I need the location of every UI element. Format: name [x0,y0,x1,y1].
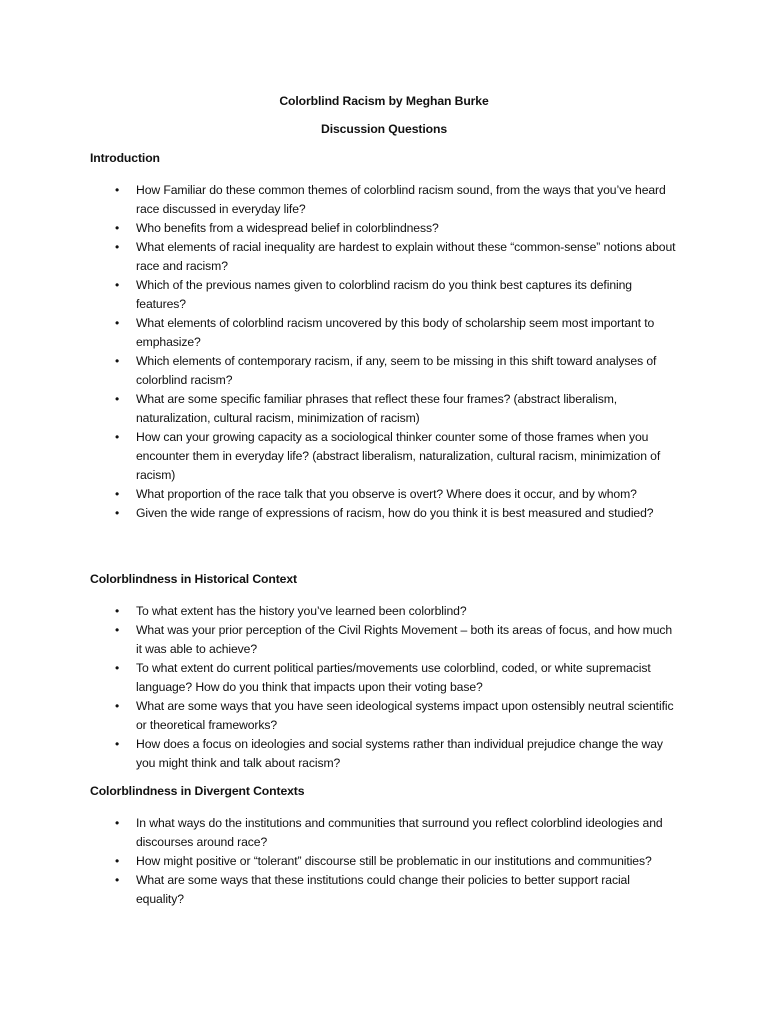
section-heading-introduction: Introduction [90,151,160,165]
bullet: • [115,506,120,520]
list-item [0,238,768,276]
list-item [0,852,768,871]
list-item [0,735,768,773]
bullet: • [115,221,120,235]
question-text: How might positive or “tolerant” discourse still be problematic in our institutions and communities? [136,854,652,868]
question-text: What are some specific familiar phrases that reflect these four frames? (abstract liberalism, naturalization, cultural racism, minimization of racism) [136,392,618,425]
bullet: • [115,316,120,330]
question-text: How does a focus on ideologies and social systems rather than individual prejudice change the way you might think and talk about racism? [136,737,663,770]
bullet: • [115,873,120,887]
bullet: • [115,392,120,406]
question-text: In what ways do the institutions and communities that surround you reflect colorblind ideologies and discourses around race? [136,816,663,849]
list-item [0,181,768,219]
list-item [0,485,768,504]
bullet: • [115,183,120,197]
list-item [0,219,768,238]
bullet: • [115,623,120,637]
bullet: • [115,354,120,368]
list-item [0,314,768,352]
list-item [0,428,768,485]
list-item [0,276,768,314]
list-item [0,697,768,735]
bullet: • [115,430,120,444]
section-heading-historical-context: Colorblindness in Historical Context [90,572,297,586]
question-text: What was your prior perception of the Civil Rights Movement – both its areas of focus, and how much it was able to achieve? [136,623,673,656]
question-list-historical-context [0,602,768,773]
document-title: Colorblind Racism by Meghan Burke [279,94,489,108]
question-text: How Familiar do these common themes of colorblind racism sound, from the ways that you’ve heard race discussed in everyday life? [136,183,666,216]
bullet: • [115,737,120,751]
question-text: What are some ways that these institutions could change their policies to better support racial equality? [136,873,630,906]
list-item [0,352,768,390]
question-text: How can your growing capacity as a sociological thinker counter some of those frames when you encounter them in everyday life? (abstract liberalism, naturalization, cultural racism, minimization of racism) [136,430,661,482]
document-subtitle: Discussion Questions [321,122,447,136]
question-text: What are some ways that you have seen ideological systems impact upon ostensibly neutral scientific or theoretical frameworks? [136,699,674,732]
list-item [0,504,768,523]
section-heading-divergent-contexts: Colorblindness in Divergent Contexts [90,784,305,798]
question-list-divergent-contexts [0,814,768,909]
bullet: • [115,604,120,618]
list-item [0,602,768,621]
question-text: What elements of racial inequality are hardest to explain without these “common-sense” notions about race and racism? [136,240,676,273]
question-text: What elements of colorblind racism uncovered by this body of scholarship seem most important to emphasize? [136,316,655,349]
question-text: To what extent has the history you’ve learned been colorblind? [136,604,467,618]
question-text: To what extent do current political parties/movements use colorblind, coded, or white supremacist language? How do you think that impacts upon their voting base? [136,661,651,694]
question-text: Who benefits from a widespread belief in colorblindness? [136,221,439,235]
question-text: What proportion of the race talk that you observe is overt? Where does it occur, and by whom? [136,487,637,501]
question-text: Which of the previous names given to colorblind racism do you think best captures its defining features? [136,278,632,311]
bullet: • [115,240,120,254]
list-item [0,871,768,909]
bullet: • [115,854,120,868]
list-item [0,390,768,428]
question-list-introduction [0,181,768,523]
bullet: • [115,661,120,675]
bullet: • [115,487,120,501]
bullet: • [115,278,120,292]
list-item [0,659,768,697]
list-item [0,621,768,659]
question-text: Given the wide range of expressions of racism, how do you think it is best measured and studied? [136,506,654,520]
question-text: Which elements of contemporary racism, if any, seem to be missing in this shift toward analyses of colorblind racism? [136,354,657,387]
bullet: • [115,699,120,713]
list-item [0,814,768,852]
bullet: • [115,816,120,830]
